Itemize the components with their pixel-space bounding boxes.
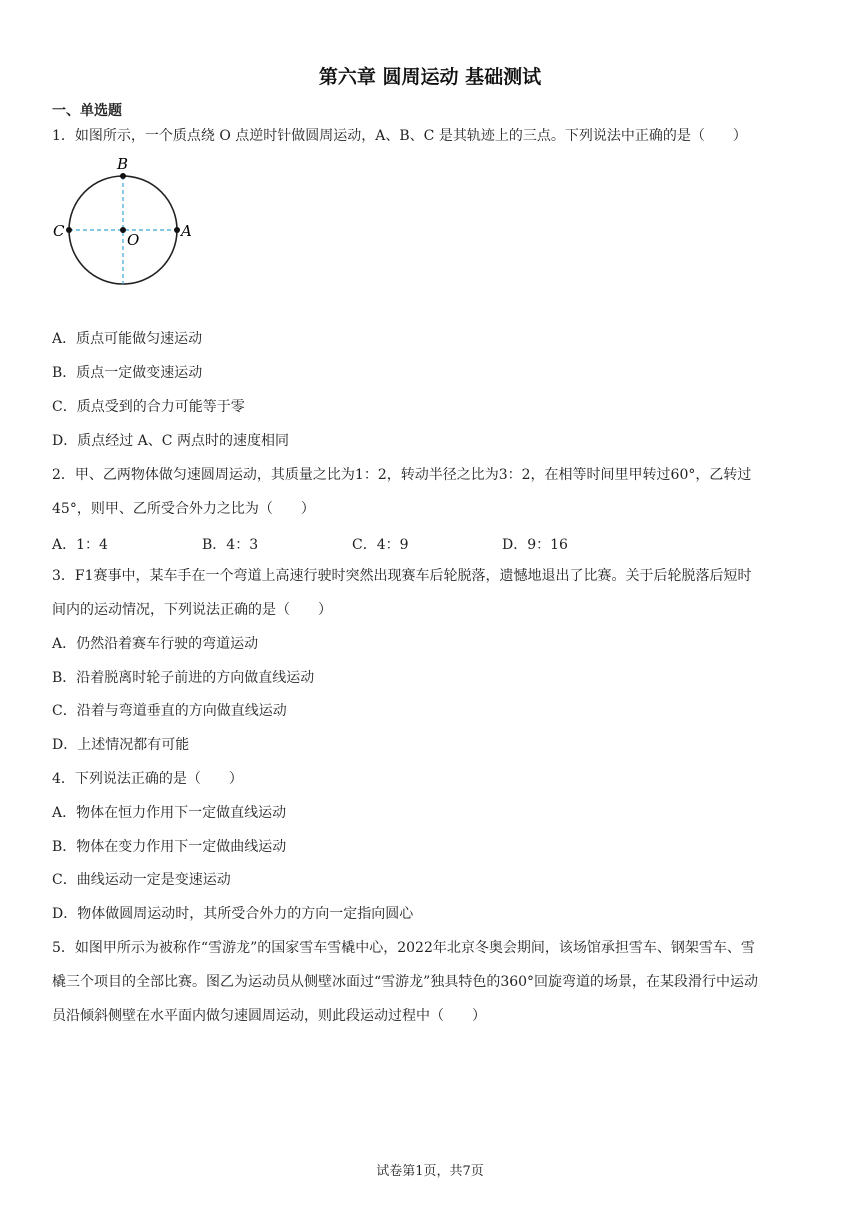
q1-option-c: C．质点受到的合力可能等于零 [52,399,245,415]
page-title: 第六章 圆周运动 基础测试 [318,66,542,88]
question-5-stem-line1: 5．如图甲所示为被称作“雪游龙”的国家雪车雪橇中心，2022年北京冬奥会期间，该场馆承担雪车、钢架雪车、雪 [52,940,755,956]
q2-option-c: C．4：9 [352,537,409,553]
point-C [66,227,72,233]
label-B: B [117,155,129,173]
q4-option-c: C．曲线运动一定是变速运动 [52,872,231,888]
q1-option-d: D．质点经过 A、C 两点时的速度相同 [52,433,289,449]
question-5-stem-line3: 员沿倾斜侧壁在水平面内做匀速圆周运动，则此段运动过程中（ ） [52,1008,486,1024]
circle-diagram [50,155,210,290]
point-A [174,227,180,233]
point-B [120,173,126,179]
q4-option-a: A．物体在恒力作用下一定做直线运动 [52,805,287,821]
page-footer: 试卷第1页，共7页 [376,1164,484,1179]
q2-option-a: A．1：4 [52,537,108,553]
q4-option-b: B．物体在变力作用下一定做曲线运动 [52,839,287,855]
question-1-stem: 1．如图所示，一个质点绕 O 点逆时针做圆周运动，A、B、C 是其轨迹上的三点。下列说法中正确的是（ ） [52,128,747,144]
question-4-stem: 4．下列说法正确的是（ ） [52,771,243,787]
q2-option-b: B．4：3 [202,537,259,553]
question-3-stem-line1: 3．F1赛事中，某车手在一个弯道上高速行驶时突然出现赛车后轮脱落，遗憾地退出了比赛。关于后轮脱落后短时 [52,568,752,584]
section-heading: 一、单选题 [52,103,122,119]
q2-option-d: D．9：16 [502,537,568,553]
question-5-stem-line2: 橇三个项目的全部比赛。图乙为运动员从侧壁冰面过“雪游龙”独具特色的360°回旋弯道的场景，在某段滑行中运动 [52,974,759,990]
q3-option-c: C．沿着与弯道垂直的方向做直线运动 [52,703,287,719]
q3-option-a: A．仍然沿着赛车行驶的弯道运动 [52,636,259,652]
question-2-stem-line1: 2．甲、乙两物体做匀速圆周运动，其质量之比为1：2，转动半径之比为3：2，在相等时间里甲转过60°，乙转过 [52,467,752,483]
label-O: O [127,231,140,249]
q3-option-d: D．上述情况都有可能 [52,737,190,753]
question-2-stem-line2: 45°，则甲、乙所受合外力之比为（ ） [52,501,315,517]
q4-option-d: D．物体做圆周运动时，其所受合外力的方向一定指向圆心 [52,906,414,922]
question-3-stem-line2: 间内的运动情况，下列说法正确的是（ ） [52,602,332,618]
q1-option-b: B．质点一定做变速运动 [52,365,203,381]
point-O [120,227,126,233]
q1-option-a: A．质点可能做匀速运动 [52,331,203,347]
label-C: C [53,222,65,240]
label-A: A [181,222,192,240]
q3-option-b: B．沿着脱离时轮子前进的方向做直线运动 [52,670,315,686]
